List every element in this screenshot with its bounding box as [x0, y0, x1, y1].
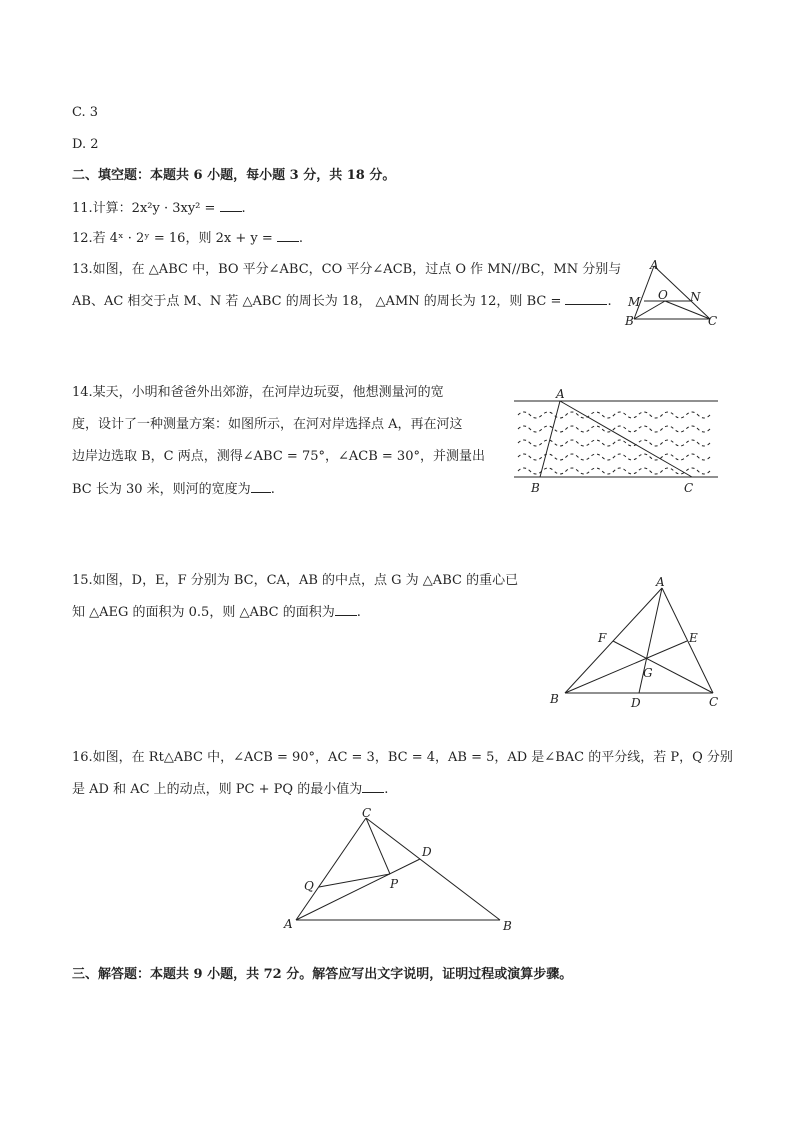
label-g: G: [643, 666, 653, 680]
segment-ac: [662, 588, 713, 693]
label-b: B: [625, 314, 634, 328]
triangle-figure-q15: [545, 572, 725, 712]
answer-blank: [251, 480, 271, 493]
answer-blank: [335, 603, 357, 616]
segment-ab: [634, 266, 654, 319]
question-11: [72, 199, 246, 218]
question-16-line-2: [72, 780, 388, 799]
segment-cp: [366, 818, 390, 874]
section-3-title: 三、解答题：本题共 9 小题，共 72 分。解答应写出文字说明，证明过程或演算步骤。: [72, 967, 573, 982]
label-c: C: [709, 695, 719, 709]
segment-ac: [560, 401, 692, 477]
label-q: Q: [304, 879, 314, 893]
section-2-title: 二、填空题：本题共 6 小题，每小题 3 分，共 18 分。: [72, 168, 396, 183]
median-cf: [613, 641, 713, 693]
label-c: C: [708, 314, 718, 328]
period: .: [241, 201, 246, 216]
option-d: D. 2: [72, 137, 99, 152]
segment-qp: [319, 874, 390, 887]
label-c: C: [362, 806, 372, 820]
question-15-line-1: 15.如图，D，E，F 分别为 BC，CA，AB 的中点，点 G 为 △ABC 的重心已: [72, 573, 519, 588]
question-14-line-3: 边岸边选取 B，C 两点，测得∠ABC = 75°，∠ACB = 30°，并测量出: [72, 449, 485, 464]
segment-cb: [366, 818, 500, 920]
question-14-line-1: 14.某天，小明和爸爸外出郊游，在河岸边玩耍，他想测量河的宽: [72, 385, 444, 400]
label-a: A: [656, 575, 665, 589]
label-e: E: [689, 631, 698, 645]
label-b: B: [503, 919, 512, 933]
answer-blank: [220, 199, 242, 212]
label-n: N: [690, 290, 701, 304]
label-f: F: [598, 631, 607, 645]
segment-ad: [296, 859, 420, 920]
label-o: O: [658, 288, 668, 302]
label-b: B: [550, 692, 559, 706]
question-13-line-2: [72, 292, 612, 311]
label-a: A: [284, 917, 293, 931]
question-14-text: BC 长为 30 米，则河的宽度为: [72, 482, 251, 497]
segment-co: [665, 301, 710, 319]
question-11-text: 11.计算：2x²y · 3xy² =: [72, 201, 220, 216]
option-c: C. 3: [72, 105, 99, 120]
question-16-line-1: 16.如图，在 Rt△ABC 中，∠ACB = 90°，AC = 3，BC = 4，AB = 5，AD 是∠BAC 的平分线，若 P，Q 分别: [72, 750, 733, 765]
label-b: B: [531, 481, 540, 495]
triangle-figure-q16: [280, 804, 520, 934]
question-14-line-2: 度，设计了一种测量方案：如图所示，在河对岸选择点 A，再在河这: [72, 417, 463, 432]
label-a: A: [556, 387, 565, 401]
triangle-figure-q13: [620, 258, 730, 330]
answer-blank: [565, 292, 607, 305]
label-p: P: [390, 877, 399, 891]
period: .: [356, 605, 361, 620]
question-15-line-2: [72, 603, 361, 622]
segment-ac: [296, 818, 366, 920]
period: .: [270, 482, 275, 497]
median-be: [565, 641, 687, 693]
label-m: M: [628, 295, 641, 309]
question-13-text: AB、AC 相交于点 M、N 若 △ABC 的周长为 18， △AMN 的周长为 12，则 BC =: [72, 294, 566, 309]
label-c: C: [684, 481, 694, 495]
question-13-line-1: 13.如图，在 △ABC 中，BO 平分∠ABC，CO 平分∠ACB，过点 O 作 MN//BC，MN 分别与: [72, 262, 622, 277]
period: .: [298, 231, 303, 246]
answer-blank: [277, 229, 299, 242]
period: .: [384, 782, 389, 797]
answer-blank: [362, 780, 384, 793]
question-15-text: 知 △AEG 的面积为 0.5，则 △ABC 的面积为: [72, 605, 335, 620]
label-d: D: [422, 845, 432, 859]
period: .: [607, 294, 612, 309]
river-figure-q14: [510, 385, 720, 497]
river-waves: [518, 412, 710, 474]
label-a: A: [650, 258, 659, 272]
question-14-line-4: [72, 480, 275, 499]
label-d: D: [631, 696, 641, 710]
question-12: [72, 229, 303, 248]
question-12-text: 12.若 4ˣ · 2ʸ = 16，则 2x + y =: [72, 231, 277, 246]
question-16-text: 是 AD 和 AC 上的动点，则 PC + PQ 的最小值为: [72, 782, 363, 797]
